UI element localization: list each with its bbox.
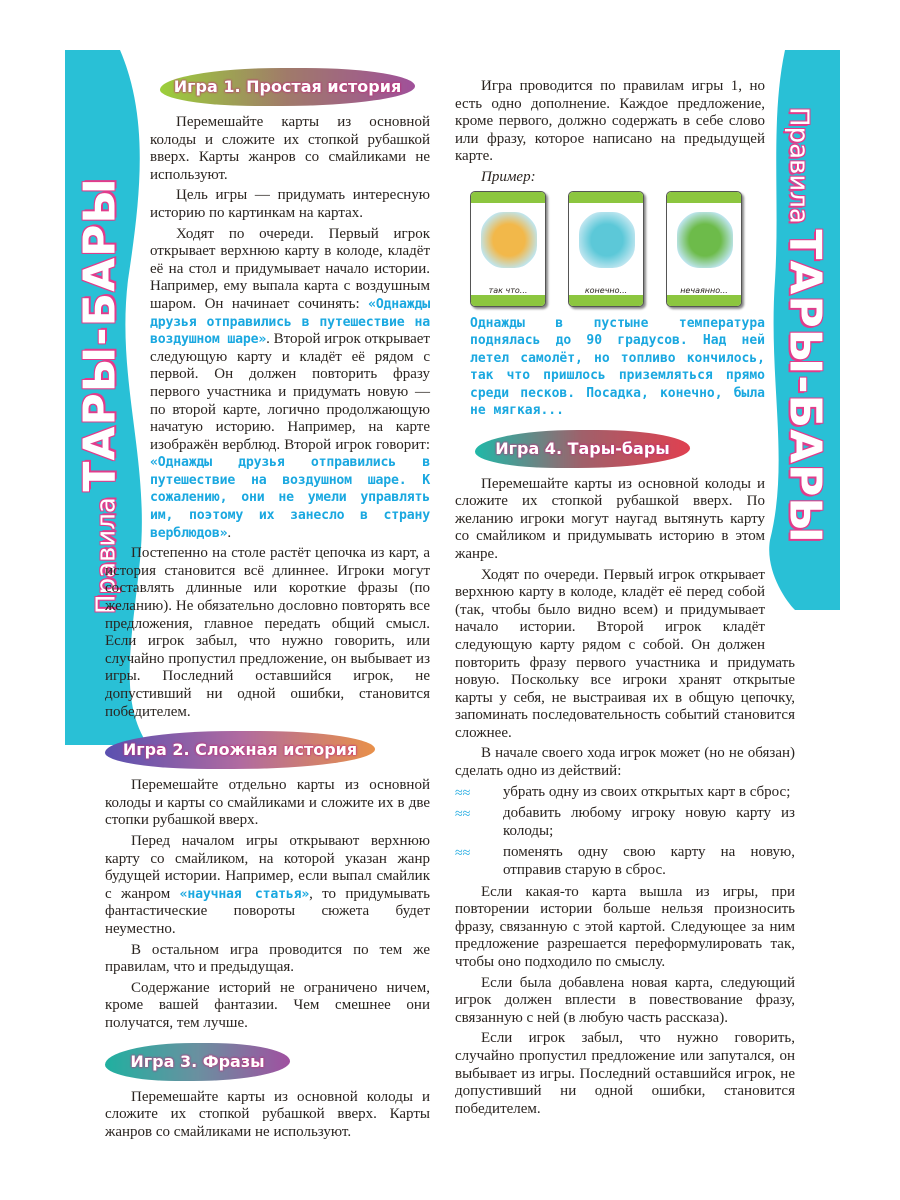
- card-border: [471, 295, 545, 306]
- wave-bullet-icon: ≈≈: [455, 846, 471, 862]
- paragraph: [105, 777, 430, 830]
- game-2-text: [105, 777, 430, 1032]
- wave-bullet-icon: ≈≈: [455, 807, 471, 823]
- example-card: [470, 191, 546, 307]
- card-border: [569, 192, 643, 203]
- paragraph: [455, 975, 795, 1028]
- card-caption: нечаянно...: [680, 285, 728, 295]
- game-2-heading: Игра 2. Сложная история: [105, 731, 375, 769]
- text-segment: Содержание историй не ограничено ничем, кроме вашей фантазии. Чем смешнее они получатся, тем лучше.: [105, 979, 430, 1031]
- example-card: [666, 191, 742, 307]
- paragraph: [105, 1089, 430, 1142]
- paragraph: [105, 942, 430, 977]
- paragraph: [105, 114, 430, 184]
- action-list: [455, 784, 795, 880]
- list-item: [455, 784, 795, 802]
- card-caption: конечно...: [584, 285, 628, 295]
- text-segment: Ходят по очереди. Первый игрок открывает верхнюю карту в колоде, кладёт её на стол и придумывает начало истории. Например, ему выпала карта с воздушным шаром. Он начинает сочинять:: [150, 225, 430, 312]
- example-quote: «Однажды друзья отправились в путешествие на воздушном шаре. К сожалению, они не умели управлять им, поэтому их занесло в страну верблюдов»: [150, 455, 430, 541]
- side-title-small: Правила: [91, 497, 122, 614]
- band-spacer: [765, 78, 795, 638]
- text-segment: . Второй игрок открывает следующую карту и кладёт её рядом с первой. Он должен повторить фразу первого участника и придумать новую — по второй карте, логично продолжающую начатую историю. Например, на карте изображён верблюд. Второй игрок говорит:: [150, 331, 430, 453]
- list-item: [455, 805, 795, 840]
- example-cards: [470, 191, 765, 307]
- list-item-text: добавить любому игроку новую карту из колоды;: [503, 805, 795, 839]
- example-label: Пример:: [481, 168, 536, 185]
- list-item-text: убрать одну из своих открытых карт в сброс;: [503, 783, 791, 800]
- list-item-text: поменять одну свою карту на новую, отправив старую в сброс.: [503, 844, 795, 879]
- text-segment: Постепенно на столе растёт цепочка из карт, а история становится всё длиннее. Игроки могут составлять длинные или короткие фразы (по желанию). Не обязательно дословно повторять все предложения, главное передать общий смысл. Если игрок забыл, что нужно говорить, или случайно пропустил предложение, он выбывает из игры. Последний оставшийся игрок, не допустивший ни одной ошибки, становится победителем.: [105, 545, 430, 720]
- text-segment: , то придумывать фантастические повороты сюжета будет неуместно.: [105, 885, 430, 937]
- game-3-text: [105, 1089, 430, 1142]
- paragraph: [455, 476, 795, 564]
- game-3-rules: [455, 78, 795, 166]
- left-column: [105, 58, 430, 1144]
- paragraph: [105, 545, 430, 721]
- text-segment: В начале своего хода игрок может (но не обязан) сделать одно из действий:: [455, 745, 795, 780]
- text-segment: Если была добавлена новая карта, следующий игрок должен вплести в повествование фразу, связанную с ней (в любую часть рассказа).: [455, 974, 795, 1026]
- game-4-text-end: [455, 884, 795, 1119]
- text-segment: Ходят по очереди. Первый игрок открывает верхнюю карту в колоде, кладёт её перед собой (так, чтобы было видно всем) и придумывает начало истории. Второй игрок кладёт следующую карту рядом с собой. Он должен повторить фразу первого участника и придумать новую. Поскольку все игроки хранят открытые карты у себя, не выстраивая их в общую цепочку, запоминать последовательность событий становится сложнее.: [455, 566, 795, 741]
- example-quote: «Однажды друзья отправились в путешествие на воздушном шаре»: [150, 296, 430, 348]
- game-1-text-b: [105, 545, 430, 721]
- example-text: Однажды в пустыне температура поднялась до 90 градусов. Над ней летел самолёт, но топливо кончилось, так что пришлось приземляться прямо среди песков. Посадка, конечно, была не мягкая...: [470, 315, 765, 419]
- card-picture: [579, 212, 635, 268]
- game-4-heading: Игра 4. Тары-бары: [475, 430, 690, 468]
- text-segment: Перед началом игры открывают верхнюю карту со смайликом, на которой указан жанр будущей истории. Например, если выпал смайлик с жанром: [105, 832, 430, 902]
- card-border: [569, 295, 643, 306]
- paragraph: [455, 1030, 795, 1118]
- game-4-text: [455, 476, 795, 781]
- example-card: [568, 191, 644, 307]
- text-segment: .: [227, 524, 232, 541]
- example-quote: «научная статья»: [179, 886, 310, 902]
- card-border: [667, 192, 741, 203]
- text-segment: Перемешайте отдельно карты из основной колоды и карты со смайликами и сложите их в две стопки рубашкой вверх.: [105, 777, 430, 829]
- band-spacer: [105, 114, 150, 534]
- list-item: [455, 844, 795, 879]
- paragraph: [105, 187, 430, 222]
- paragraph: [105, 980, 430, 1033]
- text-segment: Перемешайте карты из основной колоды и сложите их стопкой рубашкой вверх. Карты жанров со смайликами не используют.: [105, 1088, 430, 1140]
- card-caption: так что...: [488, 285, 528, 295]
- paragraph: [455, 567, 795, 743]
- text-segment: Перемешайте карты из основной колоды и сложите их стопкой рубашкой вверх. По желанию игроки могут наугад вытянуть карту со смайликом и придумывать историю в этом жанре.: [455, 475, 765, 562]
- side-title-big: ТАРЫ-БАРЫ: [779, 229, 831, 544]
- paragraph: [455, 884, 795, 972]
- card-border: [667, 295, 741, 306]
- text-segment: В остальном игра проводится по тем же правилам, что и предыдущая.: [105, 941, 430, 976]
- game-1-heading: Игра 1. Простая история: [160, 68, 415, 106]
- text-segment: Если какая-то карта вышла из игры, при повторении истории больше нельзя произносить фразу, связанную с этой картой. Следующее за ним предложение разрешается переформулировать так, чтобы оно подходило по смыслу.: [455, 883, 795, 970]
- paragraph: [105, 833, 430, 939]
- text-segment: Цель игры — придумать интересную историю по картинкам на картах.: [150, 187, 430, 221]
- card-border: [471, 192, 545, 203]
- side-title-small: Правила: [783, 107, 814, 224]
- text-segment: Игра проводится по правилам игры 1, но есть одно дополнение. Каждое предложение, кроме первого, должно содержать в себе слово или фразу, которое написано на предыдущей карте.: [455, 78, 765, 165]
- card-picture: [677, 212, 733, 268]
- paragraph: [455, 745, 795, 780]
- card-picture: [481, 212, 537, 268]
- side-title-big: ТАРЫ-БАРЫ: [74, 177, 126, 492]
- game-1-text-a: [105, 114, 430, 542]
- game-3-heading: Игра 3. Фразы: [105, 1043, 290, 1081]
- paragraph: [455, 78, 795, 166]
- text-segment: Перемешайте карты из основной колоды и сложите их стопкой рубашкой вверх. Карты жанров со смайликами не используют.: [150, 114, 430, 183]
- text-segment: Если игрок забыл, что нужно говорить, случайно пропустил предложение или запутался, он выбывает из игры. Последний оставшийся игрок, не допустивший ни одной ошибки, становится победителем.: [455, 1030, 795, 1117]
- paragraph: [105, 226, 430, 543]
- wave-bullet-icon: ≈≈: [455, 785, 471, 801]
- right-column: [455, 78, 795, 1121]
